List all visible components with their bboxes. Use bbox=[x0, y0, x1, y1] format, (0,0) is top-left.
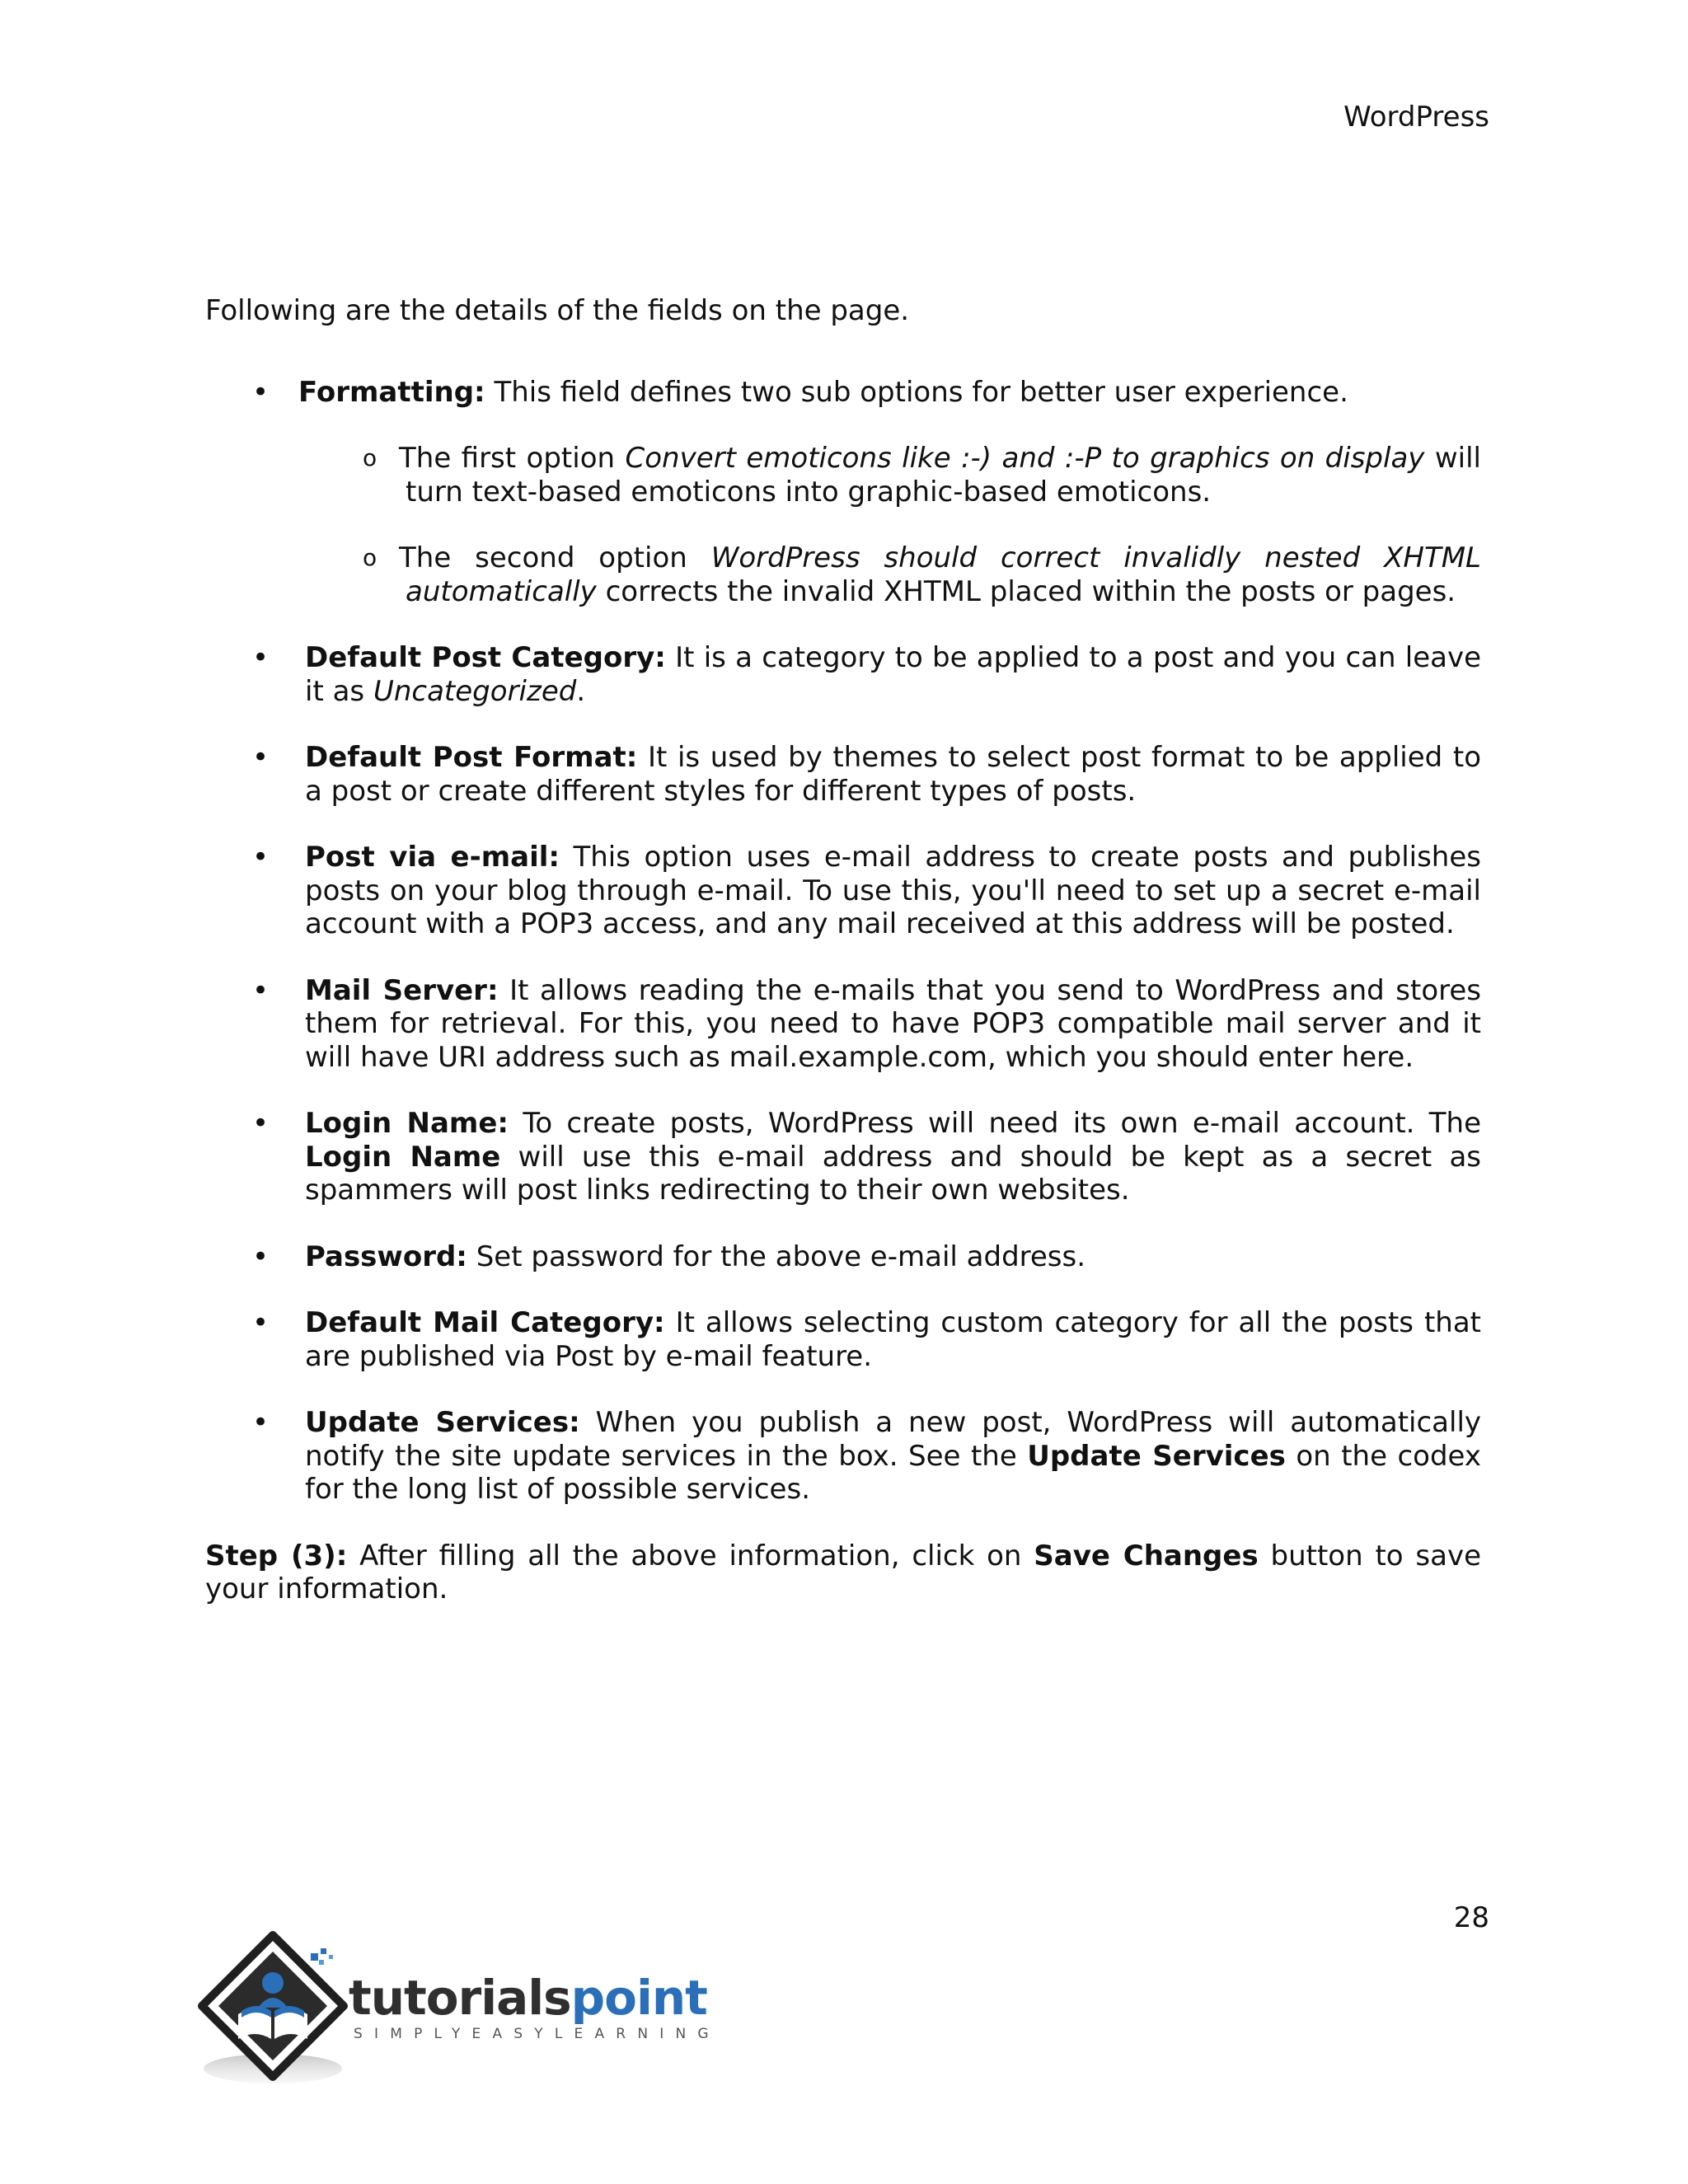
term-default-post-format: Default Post Format: bbox=[305, 741, 638, 774]
sub-option-lead: The second option bbox=[399, 541, 687, 574]
list-item-formatting bbox=[205, 376, 1481, 609]
description-formatting: This field defines two sub options for better user experience. bbox=[494, 375, 1348, 409]
sub-option-name: WordPress should correct invalidly nested XHTML automatically bbox=[406, 541, 1481, 608]
list-item-login-name bbox=[205, 1107, 1481, 1207]
term-default-post-category: Default Post Category: bbox=[305, 641, 666, 674]
description-update-services: When you publish a new post, WordPress will automatically notify the site update services in the box. See the bbox=[305, 1406, 1482, 1473]
logo-wordmark bbox=[349, 1971, 707, 2024]
logo-wordmark-part2: point bbox=[570, 1970, 707, 2026]
sub-option-xhtml bbox=[399, 541, 1481, 608]
step-text-continued: button to save your information. bbox=[205, 1539, 1481, 1605]
value-uncategorized: Uncategorized bbox=[373, 674, 577, 708]
description-post-via-email: This option uses e-mail address to create posts and publishes posts on your blog through e-mail. To use this, you'll need to set up a secret e-mail account with a POP3 access, and any mail received at this address will be posted. bbox=[305, 841, 1481, 940]
term-formatting: Formatting: bbox=[298, 375, 485, 409]
list-item-post-via-email bbox=[205, 841, 1481, 941]
term-password: Password: bbox=[305, 1240, 467, 1273]
list-item-default-post-category bbox=[205, 641, 1481, 708]
description-mail-server: It allows reading the e-mails that you send to WordPress and stores them for retrieval. For this, you need to have POP3 compatible mail server and it will have URI address such as mail.example.com, which you should enter here. bbox=[305, 973, 1481, 1074]
description-update-services-continued: on the codex for the long list of possible services. bbox=[305, 1439, 1481, 1506]
description-login-name-continued: will use this e-mail address and should be kept as a secret as spammers will post links redirecting to their own websites. bbox=[305, 1140, 1482, 1207]
description-default-post-format: It is used by themes to select post format to be applied to a post or create different styles for different types of posts. bbox=[305, 741, 1482, 808]
sub-option-emoticons bbox=[399, 442, 1482, 509]
term-update-services: Update Services: bbox=[305, 1406, 580, 1439]
running-header: WordPress bbox=[1343, 101, 1489, 134]
term-default-mail-category: Default Mail Category: bbox=[305, 1306, 665, 1339]
description-password: Set password for the above e-mail address. bbox=[476, 1240, 1086, 1273]
formatting-sub-options bbox=[298, 442, 1481, 608]
tutorialspoint-logo bbox=[195, 1929, 723, 2093]
sub-option-description: will turn text-based emoticons into graphic-based emoticons. bbox=[406, 442, 1482, 509]
page-content bbox=[205, 294, 1481, 1606]
term-mail-server: Mail Server: bbox=[305, 973, 499, 1007]
field-list bbox=[205, 376, 1481, 1507]
description-default-post-category: It is a category to be applied to a post and you can leave it as bbox=[305, 641, 1481, 708]
term-post-via-email: Post via e-mail: bbox=[305, 841, 560, 874]
list-item-default-mail-category bbox=[205, 1306, 1481, 1373]
sentence-end: . bbox=[576, 674, 586, 708]
logo-wordmark-part1: tutorials bbox=[349, 1970, 571, 2026]
step-text: After filling all the above information, click on bbox=[359, 1539, 1022, 1572]
inline-bold-login-name: Login Name bbox=[305, 1140, 501, 1174]
logo-tagline: SIMPLYEASYLEARNING bbox=[354, 2026, 720, 2042]
list-item-default-post-format bbox=[205, 741, 1481, 808]
sub-option-name: Convert emoticons like :-) and :-P to graphics on display bbox=[625, 442, 1425, 475]
intro-paragraph: Following are the details of the fields on the page. bbox=[205, 294, 910, 327]
step-3-paragraph bbox=[205, 1540, 1481, 1606]
sub-option-description: corrects the invalid XHTML placed within the posts or pages. bbox=[605, 574, 1456, 608]
sub-option-lead: The first option bbox=[399, 442, 616, 475]
term-login-name: Login Name: bbox=[305, 1107, 509, 1140]
step-label: Step (3): bbox=[205, 1539, 348, 1572]
inline-bold-update-services: Update Services bbox=[1027, 1439, 1286, 1473]
list-item-mail-server bbox=[205, 974, 1481, 1075]
description-default-mail-category: It allows selecting custom category for all the posts that are published via Post by e-mail feature. bbox=[305, 1306, 1482, 1373]
list-item-update-services bbox=[205, 1406, 1481, 1507]
description-login-name: To create posts, WordPress will need its own e-mail account. The bbox=[523, 1107, 1482, 1140]
save-changes-reference: Save Changes bbox=[1034, 1539, 1259, 1572]
page-number: 28 bbox=[1453, 1901, 1489, 1934]
list-item-password bbox=[205, 1240, 1481, 1274]
